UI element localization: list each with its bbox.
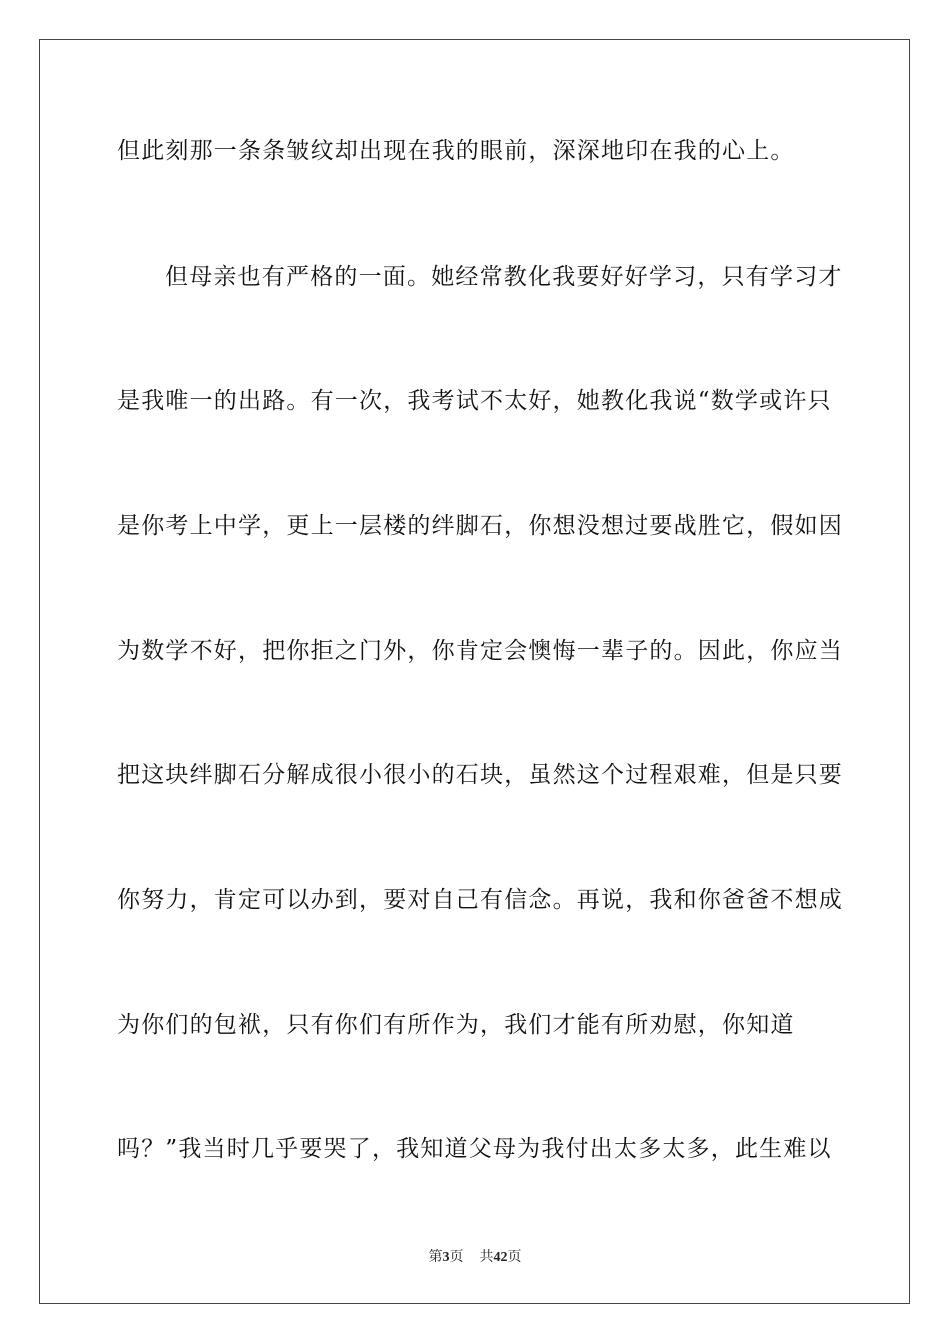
page-number: 3 [442,1250,450,1265]
page-border [39,39,910,1304]
text-line-5: 为数学不好，把你拒之门外，你肯定会懊悔一辈子的。因此，你应当 [117,638,843,664]
text-line-6: 把这块绊脚石分解成很小很小的石块，虽然这个过程艰难，但是只要 [117,762,843,788]
text-line-8: 为你们的包袱，只有你们有所作为，我们才能有所劝慰，你知道 [117,1012,795,1038]
text-line-3: 是我唯一的出路。有一次，我考试不太好，她教化我说“数学或许只 [117,388,832,414]
page-prefix: 第 [428,1249,443,1265]
page-suffix: 页 [449,1249,464,1265]
page-footer [0,1248,950,1267]
text-line-2: 但母亲也有严格的一面。她经常教化我要好好学习，只有学习才 [165,264,843,290]
text-line-9: 吗？”我当时几乎要哭了，我知道父母为我付出太多太多，此生难以 [117,1136,832,1162]
text-line-1: 但此刻那一条条皱纹却出现在我的眼前，深深地印在我的心上。 [117,138,795,164]
text-line-4: 是你考上中学，更上一层楼的绊脚石，你想没想过要战胜它，假如因 [117,513,843,539]
total-prefix: 共 [479,1249,494,1265]
text-line-7: 你努力，肯定可以办到，要对自己有信念。再说，我和你爸爸不想成 [117,887,843,913]
total-suffix: 页 [507,1249,522,1265]
total-pages: 42 [493,1250,508,1265]
